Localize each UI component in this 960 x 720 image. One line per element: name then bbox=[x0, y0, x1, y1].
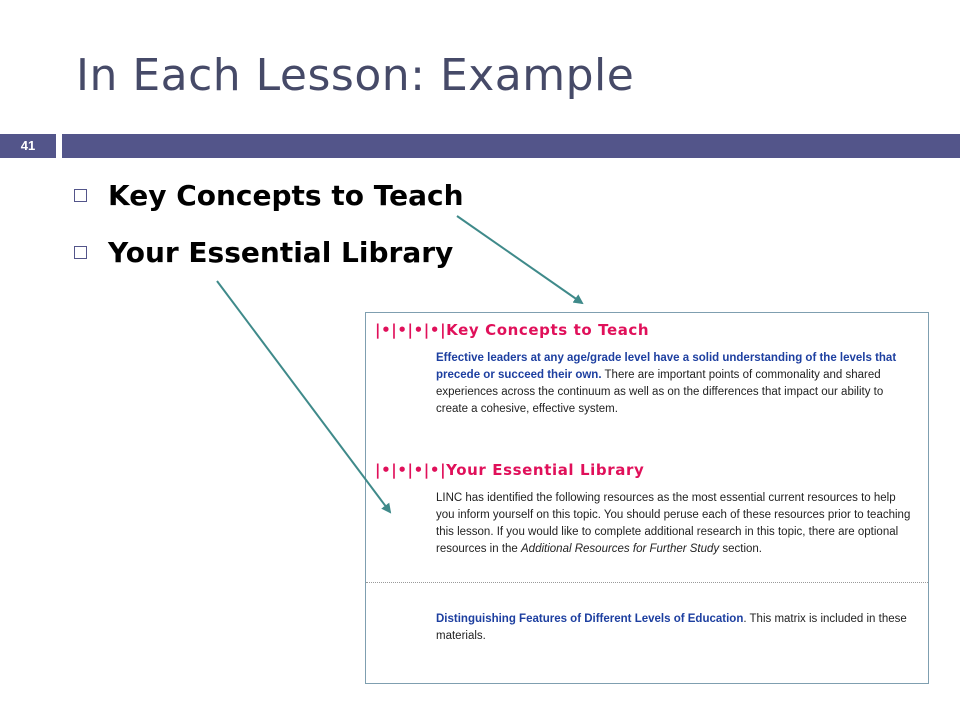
paragraph-text: There are important points of commonality and shared experiences across the continuum as well as on the differences that impact our ability to create a cohesive, effective system. bbox=[436, 369, 884, 415]
bullet-text: Your Essential Library bbox=[108, 236, 454, 269]
heading-text: Key Concepts to Teach bbox=[446, 321, 650, 339]
arrow-to-essential-library bbox=[217, 281, 390, 512]
slide-number: 41 bbox=[0, 134, 56, 158]
heading-marker: |•|•|•|•| bbox=[375, 321, 447, 339]
paragraph-text: LINC has identified the following resources as the most essential current resources to help you inform yourself on this topic. You should peruse each of these resources prior to teaching this lesson. If you would like to complete additional research in this topic, there are optional resources in the bbox=[436, 492, 911, 555]
paragraph-emphasis: Effective leaders at any age/grade level have a solid understanding of the levels that precede or succeed their own. bbox=[436, 352, 897, 381]
paragraph-italic: Additional Resources for Further Study bbox=[521, 543, 720, 555]
heading-text: Your Essential Library bbox=[446, 461, 645, 479]
resource-description: . This matrix is included in these materials. bbox=[436, 613, 907, 642]
resource-title: Distinguishing Features of Different Levels of Education bbox=[436, 613, 744, 625]
bullet-text: Key Concepts to Teach bbox=[108, 179, 464, 212]
slide-title: In Each Lesson: Example bbox=[76, 50, 635, 101]
arrow-to-key-concepts bbox=[457, 216, 582, 303]
paragraph-end: section. bbox=[719, 543, 762, 555]
heading-marker: |•|•|•|•| bbox=[375, 461, 447, 479]
